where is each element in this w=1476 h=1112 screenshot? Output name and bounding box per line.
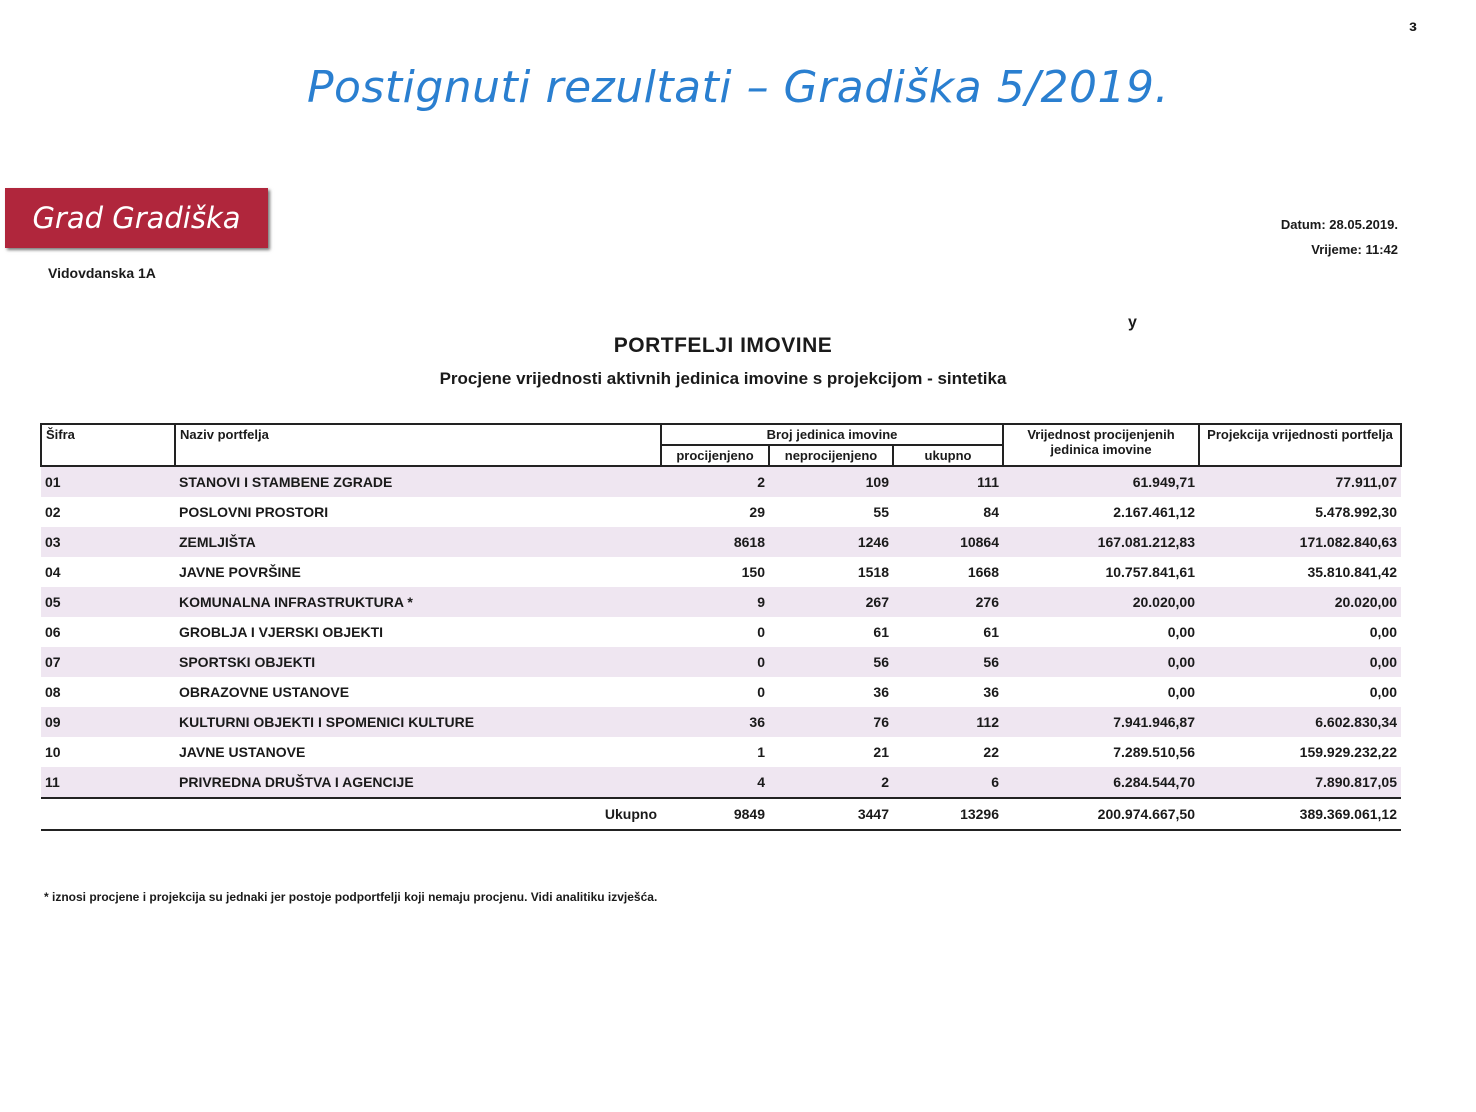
row-name: SPORTSKI OBJEKTI [175, 647, 661, 677]
row-value: 10.757.841,61 [1105, 564, 1195, 580]
totals-row [41, 798, 1401, 830]
slide-title: Postignuti rezultati – Gradiška 5/2019. [307, 62, 1169, 113]
row-name: PRIVREDNA DRUŠTVA I AGENCIJE [175, 767, 661, 798]
row-unassessed: 36 [873, 684, 889, 700]
header-value: Vrijednost procijenjenih jedinica imovine [1003, 424, 1199, 466]
totals-projection: 389.369.061,12 [1199, 798, 1401, 830]
row-value: 0,00 [1003, 647, 1199, 677]
row-unassessed: 2 [769, 767, 893, 798]
table-row [41, 557, 1401, 587]
totals-value: 200.974.667,50 [1003, 798, 1199, 830]
row-code: 10 [45, 744, 61, 760]
row-projection: 171.082.840,63 [1199, 527, 1401, 557]
header-unassessed: neprocijenjeno [769, 445, 893, 466]
report-date: Datum: 28.05.2019. [1280, 217, 1398, 232]
table-row [41, 737, 1401, 767]
totals-unassessed: 3447 [769, 798, 893, 830]
row-name: KULTURNI OBJEKTI I SPOMENICI KULTURE [175, 707, 661, 737]
row-assessed: 1 [757, 744, 765, 760]
row-code: 05 [41, 587, 175, 617]
row-value: 7.289.510,56 [1113, 744, 1195, 760]
table-body [41, 466, 1401, 798]
row-name: JAVNE USTANOVE [179, 744, 306, 760]
row-total: 61 [983, 624, 999, 640]
header-projection: Projekcija vrijednosti portfelja [1199, 424, 1401, 466]
table-row [41, 707, 1401, 737]
table-header [41, 424, 1401, 466]
row-name: OBRAZOVNE USTANOVE [179, 684, 350, 700]
row-code: 04 [45, 564, 61, 580]
row-unassessed: 61 [873, 624, 889, 640]
row-unassessed: 1246 [769, 527, 893, 557]
row-assessed: 8618 [661, 527, 769, 557]
row-assessed: 2 [661, 466, 769, 497]
grad-gradiska-logo [5, 188, 268, 248]
table-row [41, 617, 1401, 647]
row-code: 01 [41, 466, 175, 497]
row-unassessed: 76 [769, 707, 893, 737]
corner-mark: ᴈ [1409, 18, 1417, 35]
row-unassessed: 56 [769, 647, 893, 677]
row-assessed: 150 [741, 564, 765, 580]
footnote: * iznosi procjene i projekcija su jednaki jer postoje podportfelji koji nemaju procjenu. Vidi analitiku izvješća. [44, 890, 658, 904]
header-code: Šifra [41, 424, 175, 466]
row-value: 7.941.946,87 [1003, 707, 1199, 737]
table-row [41, 677, 1401, 707]
row-total: 112 [893, 707, 1003, 737]
row-assessed: 0 [757, 684, 765, 700]
report-datetime [1281, 212, 1398, 262]
row-value: 61.949,71 [1003, 466, 1199, 497]
header-name: Naziv portfelja [175, 424, 661, 466]
row-projection: 7.890.817,05 [1199, 767, 1401, 798]
table-row [41, 767, 1401, 798]
row-code: 03 [41, 527, 175, 557]
row-name: STANOVI I STAMBENE ZGRADE [175, 466, 661, 497]
row-value: 20.020,00 [1003, 587, 1199, 617]
report-subtitle: Procjene vrijednosti aktivnih jedinica imovine s projekcijom - sintetika [439, 369, 1007, 388]
row-projection: 0,00 [1199, 647, 1401, 677]
table-row [41, 587, 1401, 617]
row-projection: 5.478.992,30 [1315, 504, 1397, 520]
row-value: 0,00 [1167, 684, 1195, 700]
row-name: KOMUNALNA INFRASTRUKTURA * [175, 587, 661, 617]
totals-label: Ukupno [175, 798, 661, 830]
row-value: 0,00 [1167, 624, 1195, 640]
table-row [41, 527, 1401, 557]
row-projection: 0,00 [1369, 624, 1397, 640]
table-row [41, 497, 1401, 527]
report-time: Vrijeme: 11:42 [1311, 242, 1398, 257]
row-total: 56 [893, 647, 1003, 677]
row-code: 06 [45, 624, 61, 640]
header-assessed: procijenjeno [661, 445, 769, 466]
portfolio-table [40, 423, 1402, 831]
row-unassessed: 267 [769, 587, 893, 617]
row-total: 111 [893, 466, 1003, 497]
row-unassessed: 109 [769, 466, 893, 497]
row-projection: 20.020,00 [1199, 587, 1401, 617]
row-total: 10864 [893, 527, 1003, 557]
totals-assessed: 9849 [661, 798, 769, 830]
row-value: 6.284.544,70 [1003, 767, 1199, 798]
row-assessed: 29 [749, 504, 765, 520]
table-row [41, 647, 1401, 677]
row-assessed: 0 [661, 647, 769, 677]
row-total: 36 [983, 684, 999, 700]
row-assessed: 36 [661, 707, 769, 737]
table-footer [41, 798, 1401, 830]
row-code: 09 [41, 707, 175, 737]
row-name: POSLOVNI PROSTORI [179, 504, 329, 520]
row-total: 1668 [967, 564, 999, 580]
row-code: 08 [45, 684, 61, 700]
row-assessed: 0 [757, 624, 765, 640]
row-assessed: 4 [661, 767, 769, 798]
row-projection: 77.911,07 [1199, 466, 1401, 497]
row-projection: 159.929.232,22 [1299, 744, 1397, 760]
row-projection: 0,00 [1369, 684, 1397, 700]
row-total: 84 [983, 504, 999, 520]
row-code: 07 [41, 647, 175, 677]
header-count-group: Broj jedinica imovine [661, 424, 1003, 445]
row-assessed: 9 [661, 587, 769, 617]
address: Vidovdanska 1A [48, 265, 156, 281]
row-name: GROBLJA I VJERSKI OBJEKTI [179, 624, 384, 640]
logo-text: Grad Gradiška [32, 201, 241, 235]
stray-mark: y [1128, 314, 1137, 331]
table-row [41, 466, 1401, 497]
row-code: 02 [45, 504, 61, 520]
row-name: JAVNE POVRŠINE [179, 564, 301, 580]
row-unassessed: 55 [873, 504, 889, 520]
report-title: PORTFELJI IMOVINE [613, 334, 833, 357]
row-projection: 35.810.841,42 [1307, 564, 1397, 580]
totals-total: 13296 [893, 798, 1003, 830]
row-value: 167.081.212,83 [1003, 527, 1199, 557]
header-total: ukupno [893, 445, 1003, 466]
row-total: 6 [893, 767, 1003, 798]
row-projection: 6.602.830,34 [1199, 707, 1401, 737]
row-code: 11 [41, 767, 175, 798]
row-name: ZEMLJIŠTA [175, 527, 661, 557]
row-unassessed: 1518 [857, 564, 889, 580]
row-total: 22 [983, 744, 999, 760]
row-value: 2.167.461,12 [1113, 504, 1195, 520]
row-total: 276 [893, 587, 1003, 617]
row-unassessed: 21 [873, 744, 889, 760]
